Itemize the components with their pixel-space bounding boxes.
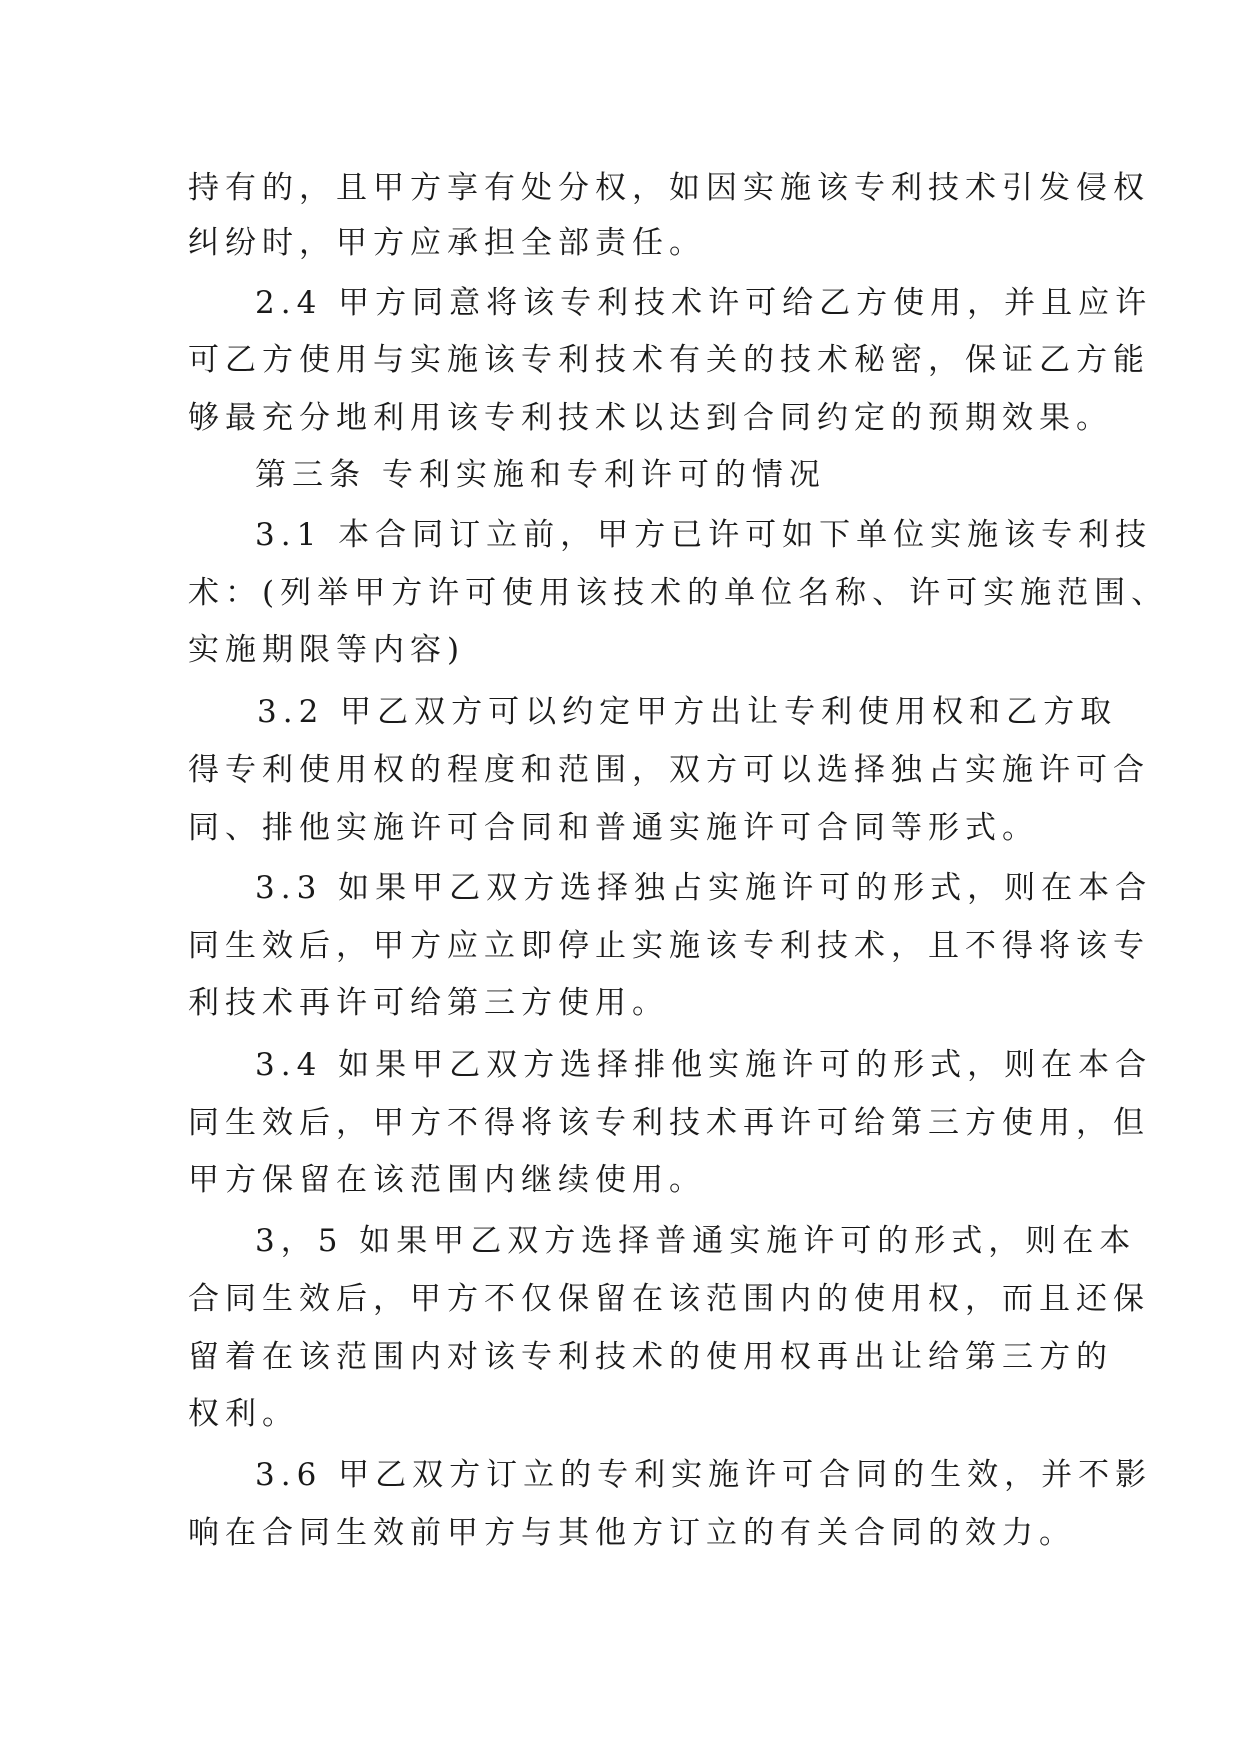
text-line: 得专利使用权的程度和范围，双方可以选择独占实施许可合 <box>188 752 1150 788</box>
text-line: 实施期限等内容) <box>188 632 466 668</box>
text-line: 合同生效后，甲方不仅保留在该范围内的使用权，而且还保 <box>188 1281 1150 1317</box>
text-line: 响在合同生效前甲方与其他方订立的有关合同的效力。 <box>188 1515 1076 1551</box>
text-line: 3.2 甲乙双方可以约定甲方出让专利使用权和乙方取 <box>257 694 1118 730</box>
text-line: 可乙方使用与实施该专利技术有关的技术秘密，保证乙方能 <box>188 342 1150 378</box>
section-heading: 第三条 专利实施和专利许可的情况 <box>255 457 826 493</box>
text-line: 留着在该范围内对该专利技术的使用权再出让给第三方的 <box>188 1339 1113 1375</box>
text-line: 纠纷时，甲方应承担全部责任。 <box>188 225 706 261</box>
text-line: 甲方保留在该范围内继续使用。 <box>188 1162 706 1198</box>
text-line: 3.1 本合同订立前，甲方已许可如下单位实施该专利技 <box>255 517 1153 553</box>
text-line: 同、排他实施许可合同和普通实施许可合同等形式。 <box>188 810 1039 846</box>
text-line: 3，5 如果甲乙双方选择普通实施许可的形式，则在本 <box>255 1223 1137 1259</box>
text-line: 利技术再许可给第三方使用。 <box>188 985 669 1021</box>
text-line: 术：(列举甲方许可使用该技术的单位名称、许可实施范围、 <box>188 575 1169 611</box>
text-line: 权利。 <box>188 1396 299 1432</box>
text-line: 同生效后，甲方应立即停止实施该专利技术，且不得将该专 <box>188 928 1150 964</box>
text-line: 同生效后，甲方不得将该专利技术再许可给第三方使用，但 <box>188 1105 1150 1141</box>
text-line: 够最充分地利用该专利技术以达到合同约定的预期效果。 <box>188 400 1113 436</box>
text-line: 3.3 如果甲乙双方选择独占实施许可的形式，则在本合 <box>255 870 1153 906</box>
text-line: 持有的，且甲方享有处分权，如因实施该专利技术引发侵权 <box>188 170 1150 206</box>
text-line: 3.4 如果甲乙双方选择排他实施许可的形式，则在本合 <box>255 1047 1153 1083</box>
text-line: 3.6 甲乙双方订立的专利实施许可合同的生效，并不影 <box>255 1457 1153 1493</box>
text-line: 2.4 甲方同意将该专利技术许可给乙方使用，并且应许 <box>255 285 1153 321</box>
